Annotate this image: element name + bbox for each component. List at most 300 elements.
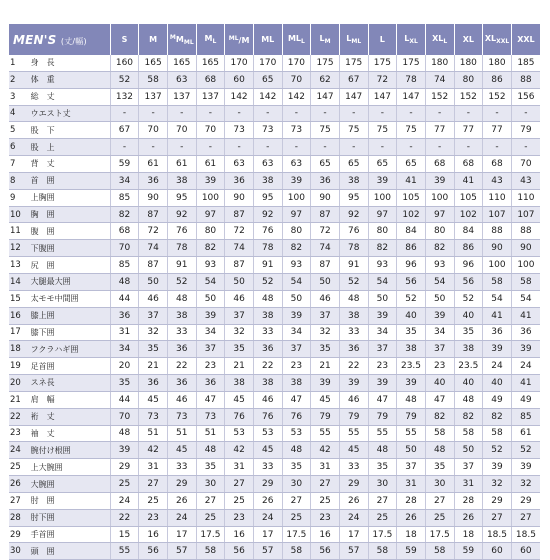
measurement-value: 38 bbox=[253, 375, 282, 392]
measurement-name: 肩 幅 bbox=[28, 391, 111, 408]
measurement-value: 95 bbox=[339, 189, 368, 206]
measurement-value: 62 bbox=[311, 71, 340, 88]
measurement-value: 43 bbox=[511, 172, 540, 189]
measurement-value: 25 bbox=[311, 492, 340, 509]
row-number: 7 bbox=[9, 156, 28, 173]
measurement-value: 70 bbox=[196, 122, 225, 139]
measurement-value: 33 bbox=[253, 459, 282, 476]
measurement-value: 165 bbox=[139, 55, 168, 71]
measurement-value: 96 bbox=[397, 257, 426, 274]
table-row bbox=[9, 257, 540, 274]
measurement-value: 79 bbox=[339, 408, 368, 425]
measurement-value: 58 bbox=[425, 425, 454, 442]
measurement-value: - bbox=[483, 139, 512, 156]
measurement-value: 31 bbox=[397, 476, 426, 493]
measurement-value: 93 bbox=[425, 257, 454, 274]
row-number: 8 bbox=[9, 172, 28, 189]
measurement-value: 175 bbox=[311, 55, 340, 71]
size-header bbox=[110, 24, 139, 55]
measurement-value: 76 bbox=[282, 408, 311, 425]
row-number: 3 bbox=[9, 88, 28, 105]
measurement-value: 39 bbox=[282, 307, 311, 324]
table-row bbox=[9, 492, 540, 509]
measurement-value: 58 bbox=[196, 543, 225, 560]
measurement-value: 76 bbox=[339, 223, 368, 240]
size-header-base: ML bbox=[287, 34, 301, 43]
measurement-value: 68 bbox=[110, 223, 139, 240]
table-row bbox=[9, 459, 540, 476]
measurement-name: 裄 丈 bbox=[28, 408, 111, 425]
measurement-value: 27 bbox=[425, 492, 454, 509]
measurement-value: 54 bbox=[483, 290, 512, 307]
size-header-base: XL bbox=[462, 35, 474, 44]
measurement-value: 48 bbox=[110, 273, 139, 290]
measurement-value: 23 bbox=[311, 509, 340, 526]
measurement-value: 67 bbox=[110, 122, 139, 139]
measurement-value: 40 bbox=[454, 375, 483, 392]
measurement-value: - bbox=[225, 139, 254, 156]
measurement-value: 63 bbox=[282, 156, 311, 173]
row-number: 6 bbox=[9, 139, 28, 156]
table-row bbox=[9, 172, 540, 189]
table-row bbox=[9, 324, 540, 341]
measurement-value: 175 bbox=[397, 55, 426, 71]
row-number: 30 bbox=[9, 543, 28, 560]
measurement-value: 75 bbox=[397, 122, 426, 139]
measurement-value: 68 bbox=[483, 156, 512, 173]
measurement-value: 48 bbox=[339, 290, 368, 307]
table-row bbox=[9, 273, 540, 290]
measurement-value: 17.5 bbox=[368, 526, 397, 543]
measurement-value: 58 bbox=[282, 543, 311, 560]
measurement-name: 総 丈 bbox=[28, 88, 111, 105]
measurement-value: 92 bbox=[253, 206, 282, 223]
table-row bbox=[9, 526, 540, 543]
measurement-value: - bbox=[339, 139, 368, 156]
measurement-value: 24 bbox=[253, 509, 282, 526]
measurement-value: 18.5 bbox=[483, 526, 512, 543]
size-header bbox=[253, 24, 282, 55]
row-number: 2 bbox=[9, 71, 28, 88]
measurement-name: 上胸囲 bbox=[28, 189, 111, 206]
measurement-value: 35 bbox=[196, 459, 225, 476]
measurement-name: 上大腕囲 bbox=[28, 459, 111, 476]
measurement-value: 76 bbox=[253, 223, 282, 240]
size-header-base: S bbox=[121, 35, 128, 44]
measurement-value: 70 bbox=[139, 122, 168, 139]
measurement-value: 87 bbox=[225, 206, 254, 223]
measurement-value: 48 bbox=[110, 425, 139, 442]
measurement-value: 29 bbox=[253, 476, 282, 493]
measurement-value: 93 bbox=[368, 257, 397, 274]
measurement-value: 95 bbox=[167, 189, 196, 206]
measurement-value: 25 bbox=[368, 509, 397, 526]
measurement-value: 24 bbox=[339, 509, 368, 526]
measurement-value: 73 bbox=[167, 408, 196, 425]
measurement-value: 147 bbox=[339, 88, 368, 105]
measurement-value: 79 bbox=[368, 408, 397, 425]
measurement-value: 105 bbox=[397, 189, 426, 206]
measurement-value: - bbox=[196, 139, 225, 156]
measurement-value: 22 bbox=[167, 358, 196, 375]
measurement-value: 50 bbox=[425, 290, 454, 307]
measurement-value: 90 bbox=[311, 189, 340, 206]
measurement-value: 85 bbox=[511, 408, 540, 425]
measurement-value: 46 bbox=[339, 391, 368, 408]
measurement-value: 76 bbox=[225, 408, 254, 425]
measurement-value: 79 bbox=[397, 408, 426, 425]
measurement-value: 90 bbox=[483, 240, 512, 257]
measurement-value: - bbox=[397, 139, 426, 156]
measurement-value: 100 bbox=[511, 257, 540, 274]
measurement-value: 15 bbox=[110, 526, 139, 543]
row-number: 13 bbox=[9, 257, 28, 274]
measurement-value: 38 bbox=[167, 307, 196, 324]
measurement-value: 41 bbox=[483, 307, 512, 324]
size-header-base: XXL bbox=[517, 35, 535, 44]
measurement-value: - bbox=[454, 139, 483, 156]
measurement-value: 33 bbox=[167, 324, 196, 341]
measurement-value: 26 bbox=[167, 492, 196, 509]
measurement-value: 39 bbox=[196, 307, 225, 324]
measurement-value: 50 bbox=[368, 290, 397, 307]
measurement-value: 61 bbox=[167, 156, 196, 173]
measurement-value: 137 bbox=[196, 88, 225, 105]
measurement-value: - bbox=[139, 105, 168, 122]
measurement-value: 110 bbox=[511, 189, 540, 206]
measurement-value: 40 bbox=[454, 307, 483, 324]
row-number: 29 bbox=[9, 526, 28, 543]
size-header-sub: XL bbox=[409, 38, 418, 45]
measurement-value: - bbox=[368, 105, 397, 122]
measurement-value: 165 bbox=[167, 55, 196, 71]
measurement-value: 42 bbox=[311, 442, 340, 459]
measurement-value: 17.5 bbox=[282, 526, 311, 543]
measurement-value: 82 bbox=[196, 240, 225, 257]
measurement-value: 24 bbox=[483, 358, 512, 375]
measurement-value: 35 bbox=[425, 459, 454, 476]
measurement-name: フクラハギ囲 bbox=[28, 341, 111, 358]
row-number: 26 bbox=[9, 476, 28, 493]
measurement-value: 84 bbox=[397, 223, 426, 240]
table-title bbox=[9, 24, 110, 55]
measurement-value: 70 bbox=[511, 156, 540, 173]
table-row bbox=[9, 391, 540, 408]
measurement-value: 39 bbox=[483, 341, 512, 358]
measurement-value: 72 bbox=[225, 223, 254, 240]
measurement-value: 54 bbox=[196, 273, 225, 290]
measurement-value: 37 bbox=[397, 459, 426, 476]
measurement-value: 70 bbox=[282, 71, 311, 88]
measurement-value: 24 bbox=[110, 492, 139, 509]
measurement-value: 32 bbox=[483, 476, 512, 493]
measurement-value: 31 bbox=[225, 459, 254, 476]
measurement-value: 38 bbox=[167, 172, 196, 189]
measurement-value: 23 bbox=[368, 358, 397, 375]
table-row bbox=[9, 307, 540, 324]
measurement-value: - bbox=[253, 105, 282, 122]
measurement-value: 78 bbox=[339, 240, 368, 257]
measurement-value: 90 bbox=[139, 189, 168, 206]
size-header-sub: L bbox=[301, 38, 305, 45]
measurement-value: 48 bbox=[397, 391, 426, 408]
measurement-value: 27 bbox=[483, 509, 512, 526]
measurement-value: 79 bbox=[311, 408, 340, 425]
measurement-value: 49 bbox=[511, 391, 540, 408]
measurement-value: 51 bbox=[167, 425, 196, 442]
measurement-value: 35 bbox=[225, 341, 254, 358]
measurement-value: 54 bbox=[368, 273, 397, 290]
measurement-value: 68 bbox=[425, 156, 454, 173]
measurement-value: 24 bbox=[167, 509, 196, 526]
measurement-value: 97 bbox=[196, 206, 225, 223]
measurement-value: 43 bbox=[483, 172, 512, 189]
measurement-value: 22 bbox=[339, 358, 368, 375]
measurement-name: スネ長 bbox=[28, 375, 111, 392]
measurement-value: 38 bbox=[339, 307, 368, 324]
measurement-value: 23 bbox=[225, 509, 254, 526]
measurement-name: 体 重 bbox=[28, 71, 111, 88]
measurement-value: 29 bbox=[167, 476, 196, 493]
measurement-value: 48 bbox=[167, 290, 196, 307]
size-header bbox=[339, 24, 368, 55]
measurement-value: 147 bbox=[368, 88, 397, 105]
measurement-value: 87 bbox=[225, 257, 254, 274]
measurement-name: 腕付け根囲 bbox=[28, 442, 111, 459]
measurement-value: 65 bbox=[311, 156, 340, 173]
size-header-sub: L bbox=[212, 38, 217, 45]
measurement-value: 47 bbox=[425, 391, 454, 408]
size-header-base: XL bbox=[484, 34, 497, 43]
measurement-name: 股 上 bbox=[28, 139, 111, 156]
measurement-value: 80 bbox=[454, 71, 483, 88]
measurement-value: 26 bbox=[397, 509, 426, 526]
measurement-value: 36 bbox=[167, 341, 196, 358]
measurement-value: 82 bbox=[425, 408, 454, 425]
measurement-value: 48 bbox=[282, 442, 311, 459]
measurement-value: 37 bbox=[196, 341, 225, 358]
measurement-value: 72 bbox=[368, 71, 397, 88]
measurement-value: 26 bbox=[253, 492, 282, 509]
measurement-value: - bbox=[110, 105, 139, 122]
measurement-value: 29 bbox=[511, 492, 540, 509]
size-header bbox=[368, 24, 397, 55]
measurement-value: 34 bbox=[196, 324, 225, 341]
measurement-value: 36 bbox=[511, 324, 540, 341]
measurement-value: 30 bbox=[368, 476, 397, 493]
row-number: 10 bbox=[9, 206, 28, 223]
measurement-value: 39 bbox=[196, 172, 225, 189]
measurement-name: 大腿最大囲 bbox=[28, 273, 111, 290]
row-number: 9 bbox=[9, 189, 28, 206]
measurement-value: 51 bbox=[196, 425, 225, 442]
measurement-value: 97 bbox=[425, 206, 454, 223]
measurement-value: 37 bbox=[368, 341, 397, 358]
measurement-value: 50 bbox=[225, 273, 254, 290]
measurement-value: 48 bbox=[368, 442, 397, 459]
measurement-value: 86 bbox=[483, 71, 512, 88]
measurement-value: 152 bbox=[483, 88, 512, 105]
size-header-sub: L bbox=[443, 38, 448, 45]
measurement-value: 100 bbox=[196, 189, 225, 206]
measurement-value: 74 bbox=[311, 240, 340, 257]
measurement-value: 45 bbox=[167, 442, 196, 459]
measurement-value: 107 bbox=[511, 206, 540, 223]
measurement-value: 39 bbox=[282, 172, 311, 189]
measurement-value: 53 bbox=[282, 425, 311, 442]
measurement-value: 73 bbox=[196, 408, 225, 425]
measurement-value: 95 bbox=[253, 189, 282, 206]
measurement-value: 57 bbox=[339, 543, 368, 560]
measurement-value: 100 bbox=[483, 257, 512, 274]
measurement-value: 33 bbox=[339, 324, 368, 341]
measurement-value: 37 bbox=[139, 307, 168, 324]
measurement-value: 48 bbox=[454, 391, 483, 408]
measurement-value: 25 bbox=[196, 509, 225, 526]
measurement-name: 膝上囲 bbox=[28, 307, 111, 324]
measurement-value: 52 bbox=[339, 273, 368, 290]
measurement-value: 25 bbox=[425, 509, 454, 526]
measurement-value: 39 bbox=[368, 307, 397, 324]
measurement-value: 76 bbox=[253, 408, 282, 425]
measurement-value: 80 bbox=[425, 223, 454, 240]
measurement-value: 58 bbox=[511, 273, 540, 290]
measurement-value: 77 bbox=[454, 122, 483, 139]
measurement-value: 52 bbox=[397, 290, 426, 307]
measurement-value: 31 bbox=[454, 476, 483, 493]
measurement-value: 35 bbox=[397, 324, 426, 341]
size-header bbox=[454, 24, 483, 55]
measurement-value: 170 bbox=[282, 55, 311, 71]
size-header-sup: M bbox=[169, 33, 176, 41]
measurement-value: 35 bbox=[110, 375, 139, 392]
measurement-name: 大腕囲 bbox=[28, 476, 111, 493]
measurement-value: 32 bbox=[511, 476, 540, 493]
measurement-value: 37 bbox=[225, 307, 254, 324]
measurement-value: 38 bbox=[339, 172, 368, 189]
measurement-value: 77 bbox=[425, 122, 454, 139]
measurement-value: 46 bbox=[139, 290, 168, 307]
measurement-value: 46 bbox=[167, 391, 196, 408]
measurement-value: 18 bbox=[397, 526, 426, 543]
table-row bbox=[9, 71, 540, 88]
row-number: 27 bbox=[9, 492, 28, 509]
table-row bbox=[9, 442, 540, 459]
measurement-value: 29 bbox=[339, 476, 368, 493]
measurement-value: 46 bbox=[225, 290, 254, 307]
measurement-value: 67 bbox=[339, 71, 368, 88]
measurement-value: 36 bbox=[483, 324, 512, 341]
size-header bbox=[196, 24, 225, 55]
measurement-value: 142 bbox=[225, 88, 254, 105]
measurement-value: 86 bbox=[397, 240, 426, 257]
measurement-value: 41 bbox=[511, 307, 540, 324]
measurement-value: 27 bbox=[139, 476, 168, 493]
row-number: 23 bbox=[9, 425, 28, 442]
measurement-value: 41 bbox=[511, 375, 540, 392]
measurement-value: 110 bbox=[483, 189, 512, 206]
measurement-value: 45 bbox=[339, 442, 368, 459]
measurement-value: 60 bbox=[511, 543, 540, 560]
measurement-name: 肘 囲 bbox=[28, 492, 111, 509]
measurement-value: 16 bbox=[139, 526, 168, 543]
measurement-value: 48 bbox=[425, 442, 454, 459]
measurement-value: 80 bbox=[368, 223, 397, 240]
measurement-value: 48 bbox=[196, 442, 225, 459]
measurement-value: 87 bbox=[139, 257, 168, 274]
size-header bbox=[483, 24, 512, 55]
measurement-value: 142 bbox=[253, 88, 282, 105]
table-row bbox=[9, 189, 540, 206]
measurement-value: 79 bbox=[511, 122, 540, 139]
measurement-value: 165 bbox=[196, 55, 225, 71]
measurement-value: 50 bbox=[139, 273, 168, 290]
measurement-value: 88 bbox=[511, 223, 540, 240]
size-header-sub: ML bbox=[183, 38, 194, 46]
measurement-value: 32 bbox=[311, 324, 340, 341]
measurement-value: 17.5 bbox=[196, 526, 225, 543]
measurement-value: 17 bbox=[253, 526, 282, 543]
measurement-value: 35 bbox=[139, 341, 168, 358]
table-row bbox=[9, 122, 540, 139]
measurement-value: 56 bbox=[454, 273, 483, 290]
measurement-value: 87 bbox=[311, 206, 340, 223]
measurement-value: 55 bbox=[311, 425, 340, 442]
measurement-value: 36 bbox=[139, 375, 168, 392]
measurement-name: 太モモ中間囲 bbox=[28, 290, 111, 307]
measurement-value: 160 bbox=[110, 55, 139, 71]
size-header-sup: ML bbox=[228, 34, 239, 42]
measurement-value: 70 bbox=[167, 122, 196, 139]
measurement-value: 58 bbox=[483, 273, 512, 290]
size-header-base: ML bbox=[261, 35, 275, 44]
table-row bbox=[9, 543, 540, 560]
row-number: 14 bbox=[9, 273, 28, 290]
table-body bbox=[9, 55, 540, 560]
measurement-value: 55 bbox=[397, 425, 426, 442]
measurement-value: 50 bbox=[311, 273, 340, 290]
measurement-value: - bbox=[425, 105, 454, 122]
table-row bbox=[9, 425, 540, 442]
table-row bbox=[9, 240, 540, 257]
measurement-value: 63 bbox=[167, 71, 196, 88]
measurement-value: 156 bbox=[511, 88, 540, 105]
measurement-name: 背 丈 bbox=[28, 156, 111, 173]
measurement-value: 17 bbox=[167, 526, 196, 543]
row-number: 22 bbox=[9, 408, 28, 425]
measurement-value: 49 bbox=[483, 391, 512, 408]
row-number: 17 bbox=[9, 324, 28, 341]
measurement-value: 28 bbox=[397, 492, 426, 509]
row-number: 4 bbox=[9, 105, 28, 122]
size-header-base: M bbox=[149, 35, 158, 44]
measurement-value: 52 bbox=[167, 273, 196, 290]
measurement-value: 39 bbox=[311, 375, 340, 392]
measurement-value: 39 bbox=[483, 459, 512, 476]
measurement-value: 21 bbox=[225, 358, 254, 375]
measurement-value: 24 bbox=[511, 358, 540, 375]
measurement-value: 91 bbox=[167, 257, 196, 274]
measurement-value: 23.5 bbox=[454, 358, 483, 375]
size-header bbox=[282, 24, 311, 55]
measurement-value: 75 bbox=[368, 122, 397, 139]
measurement-value: 34 bbox=[282, 324, 311, 341]
size-header bbox=[167, 24, 196, 55]
row-number: 15 bbox=[9, 290, 28, 307]
table-row bbox=[9, 358, 540, 375]
table-row bbox=[9, 509, 540, 526]
measurement-value: 57 bbox=[253, 543, 282, 560]
